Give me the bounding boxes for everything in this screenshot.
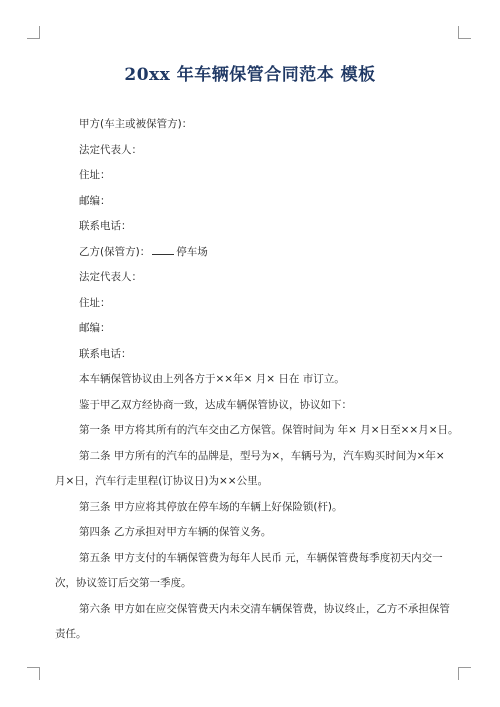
article-1: 第一条 甲方将其所有的汽车交由乙方保管。保管时间为 年× 月×日至××月×日。 [79, 424, 459, 436]
article-6-continued: 责任。 [55, 628, 87, 640]
article-6: 第六条 甲方如在应交保管费天内未交清车辆保管费，协议终止，乙方不承担保管 [79, 602, 450, 615]
page-corner-mark [458, 667, 471, 680]
blank-underline [152, 254, 174, 255]
agreement-preamble: 鉴于甲乙双方经协商一致，达成车辆保管协议，协议如下： [79, 398, 352, 411]
title-number: 20xx [124, 65, 171, 85]
legal-rep-line: 法定代表人： [79, 271, 142, 283]
party-b-line [55, 240, 455, 266]
postcode-line: 邮编： [79, 322, 111, 334]
article-3: 第三条 甲方应将其停放在停车场的车辆上好保险锁(杆)。 [79, 500, 343, 513]
agreement-intro: 本车辆保管协议由上列各方于××年× 月× 日在 市订立。 [79, 373, 345, 385]
document-title [0, 60, 500, 85]
parking-lot-text: 停车场 [176, 245, 208, 258]
legal-rep-line: 法定代表人： [79, 143, 142, 156]
party-a-line: 甲方(车主或被保管方)： [79, 118, 193, 130]
title-text: 年车辆保管合同范本 模板 [170, 65, 376, 85]
postcode-line: 邮编： [79, 194, 111, 207]
page-corner-mark [458, 26, 471, 39]
phone-line: 联系电话： [79, 347, 132, 360]
address-line: 住址： [79, 296, 111, 309]
article-4: 第四条 乙方承担对甲方车辆的保管义务。 [79, 526, 272, 538]
article-2: 第二条 甲方所有的汽车的品牌是，型号为×，车辆号为，汽车购买时间为×年× [79, 449, 445, 462]
address-line: 住址： [79, 169, 111, 181]
article-5: 第五条 甲方支付的车辆保管费为每年人民币 元，车辆保管费每季度初天内交一 [79, 551, 443, 564]
document-body [55, 112, 459, 648]
page-corner-mark [27, 667, 40, 680]
party-b-label: 乙方(保管方)： [79, 245, 151, 258]
phone-line: 联系电话： [79, 220, 132, 232]
page-corner-mark [27, 26, 40, 39]
article-5-continued: 次，协议签订后交第一季度。 [55, 577, 192, 589]
article-2-continued: 月×日，汽车行走里程(订协议日)为××公里。 [55, 475, 269, 487]
